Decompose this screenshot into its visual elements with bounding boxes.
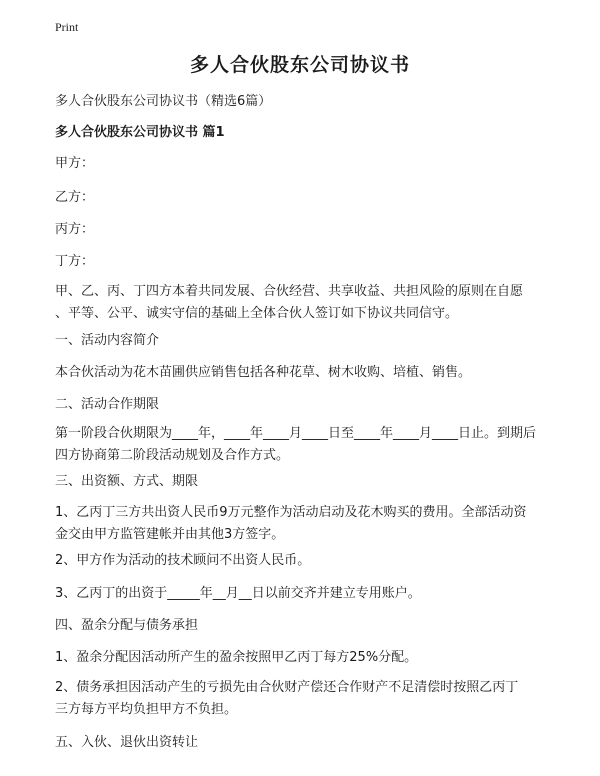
- capital-1-line-2: 金交由甲方监管建帐并由其他3方签字。: [55, 527, 285, 542]
- paragraph-profit: 1、盈余分配因活动所产生的盈余按照甲乙丙丁每方25%分配。: [55, 650, 418, 665]
- period-line-2: 四方协商第二阶段活动规划及合作方式。: [55, 448, 290, 463]
- paragraph-cooperation-period: [55, 423, 555, 467]
- heading-profit-debt: 四、盈余分配与债务承担: [55, 618, 199, 633]
- paragraph-capital-2: 2、甲方作为活动的技术顾问不出资人民币。: [55, 553, 311, 568]
- document-title: 多人合伙股东公司协议书: [189, 54, 410, 76]
- paragraph-capital-1: [55, 502, 555, 546]
- heading-cooperation-period: 二、活动合作期限: [55, 397, 160, 412]
- section-heading: 多人合伙股东公司协议书 篇1: [55, 125, 225, 140]
- intro-line-1: 甲、乙、丙、丁四方本着共同发展、合伙经营、共享收益、共担风险的原则在自愿: [55, 284, 524, 299]
- heading-capital: 三、出资额、方式、期限: [55, 474, 199, 489]
- intro-paragraph: [55, 281, 555, 325]
- debt-line-2: 三方每方平均负担甲方不负担。: [55, 702, 238, 717]
- paragraph-activity-content: 本合伙活动为花木苗圃供应销售包括各种花草、树木收购、培植、销售。: [55, 365, 472, 380]
- party-d: 丁方：: [55, 254, 95, 269]
- party-c: 丙方：: [55, 222, 95, 237]
- paragraph-capital-3: 3、乙丙丁的出资于_____年__月__日以前交齐并建立专用账户。: [55, 586, 421, 601]
- party-b: 乙方：: [55, 190, 95, 205]
- print-link[interactable]: Print: [55, 20, 79, 34]
- document-subtitle: 多人合伙股东公司协议书（精选6篇）: [55, 94, 272, 109]
- intro-line-2: 、平等、公平、诚实守信的基础上全体合伙人签订如下协议共同信守。: [55, 306, 459, 321]
- heading-join-withdraw: 五、入伙、退伙出资转让: [55, 735, 199, 750]
- capital-1-line-1: 1、乙丙丁三方共出资人民币9万元整作为活动启动及花木购买的费用。全部活动资: [55, 505, 527, 520]
- period-line-1: 第一阶段合伙期限为____年，____年____月____日至____年____月____日止。到期后: [55, 426, 537, 441]
- heading-activity-content: 一、活动内容简介: [55, 333, 160, 348]
- paragraph-debt: [55, 677, 555, 721]
- party-a: 甲方：: [55, 156, 95, 171]
- debt-line-1: 2、债务承担因活动产生的亏损先由合伙财产偿还合作财产不足清偿时按照乙丙丁: [55, 680, 519, 695]
